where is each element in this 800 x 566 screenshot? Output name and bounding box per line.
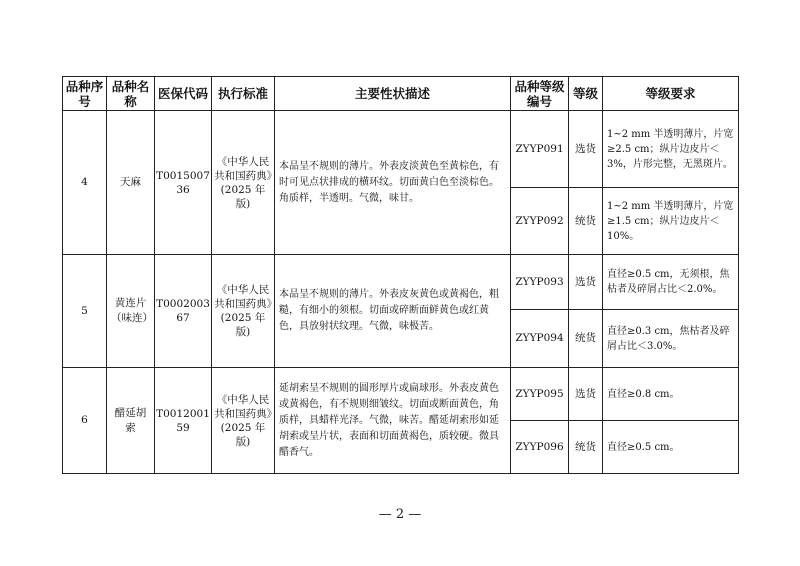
- cell-requirement: 直径≥0.5 cm，无须根，焦枯者及碎屑占比＜2.0%。: [603, 255, 739, 310]
- table-row: [63, 111, 739, 188]
- cell-code: [155, 368, 212, 474]
- cell-standard: 《中华人民共和国药典》(2025 年版): [212, 111, 275, 255]
- cell-grade-code: ZYYP094: [511, 310, 569, 368]
- cell-grade: 统货: [569, 421, 603, 474]
- grade-table: [62, 76, 739, 474]
- cell-requirement: 1~2 mm 半透明薄片，片宽≥1.5 cm；纵片边皮片＜10%。: [603, 188, 739, 255]
- cell-requirement: 直径≥0.5 cm。: [603, 421, 739, 474]
- cell-grade: 选货: [569, 111, 603, 188]
- cell-seq: 5: [63, 255, 107, 368]
- cell-requirement: 直径≥0.3 cm，焦枯者及碎屑占比＜3.0%。: [603, 310, 739, 368]
- cell-code: [155, 255, 212, 368]
- cell-grade-code: ZYYP095: [511, 368, 569, 421]
- header-standard: 执行标准: [212, 77, 275, 111]
- page-number: — 2 —: [378, 507, 422, 522]
- cell-grade-code: ZYYP091: [511, 111, 569, 188]
- cell-seq: 6: [63, 368, 107, 474]
- cell-seq: 4: [63, 111, 107, 255]
- header-grade-code: 品种等级编号: [511, 77, 569, 111]
- cell-description: 延胡索呈不规则的圆形厚片或扁球形。外表皮黄色或黄褐色，有不规则细皱纹。切面或断面黄色，角质样，具蜡样光泽。气微，味苦。醋延胡索形如延胡索或呈片状，表面和切面黄褐色，质较硬。微具醋香气。: [275, 368, 511, 474]
- cell-standard: 《中华人民共和国药典》(2025 年版): [212, 368, 275, 474]
- header-description: 主要性状描述: [275, 77, 511, 111]
- cell-requirement: 直径≥0.8 cm。: [603, 368, 739, 421]
- code-text: T001200159: [156, 407, 210, 434]
- header-grade: 等级: [569, 77, 603, 111]
- cell-grade: 选货: [569, 368, 603, 421]
- cell-description: 本品呈不规则的薄片。外表皮淡黄色至黄棕色，有时可见点状排成的横环纹。切面黄白色至淡棕色。角质样，半透明。气微，味甘。: [275, 111, 511, 255]
- code-text: T000200367: [156, 298, 210, 324]
- table-row: [63, 368, 739, 421]
- table-row: [63, 255, 739, 310]
- cell-name: 黄连片（味连）: [107, 255, 155, 368]
- cell-grade: 统货: [569, 188, 603, 255]
- cell-name: 天麻: [107, 111, 155, 255]
- cell-grade-code: ZYYP093: [511, 255, 569, 310]
- cell-grade: 统货: [569, 310, 603, 368]
- header-requirement: 等级要求: [603, 77, 739, 111]
- cell-requirement: 1~2 mm 半透明薄片，片宽≥2.5 cm；纵片边皮片＜3%，片形完整，无黑斑片。: [603, 111, 739, 188]
- cell-name: 醋延胡索: [107, 368, 155, 474]
- code-text: T001500736: [156, 169, 210, 196]
- header-code: 医保代码: [155, 77, 212, 111]
- cell-code: [155, 111, 212, 255]
- cell-description: 本品呈不规则的薄片。外表皮灰黄色或黄褐色，粗糙，有细小的须根。切面或碎断面鲜黄色或红黄色，具放射状纹理。气微，味极苦。: [275, 255, 511, 368]
- cell-grade-code: ZYYP092: [511, 188, 569, 255]
- cell-standard: 《中华人民共和国药典》(2025 年版): [212, 255, 275, 368]
- table-header-row: [63, 77, 739, 111]
- cell-grade: 选货: [569, 255, 603, 310]
- header-name: 品种名称: [107, 77, 155, 111]
- header-seq: 品种序号: [63, 77, 107, 111]
- cell-grade-code: ZYYP096: [511, 421, 569, 474]
